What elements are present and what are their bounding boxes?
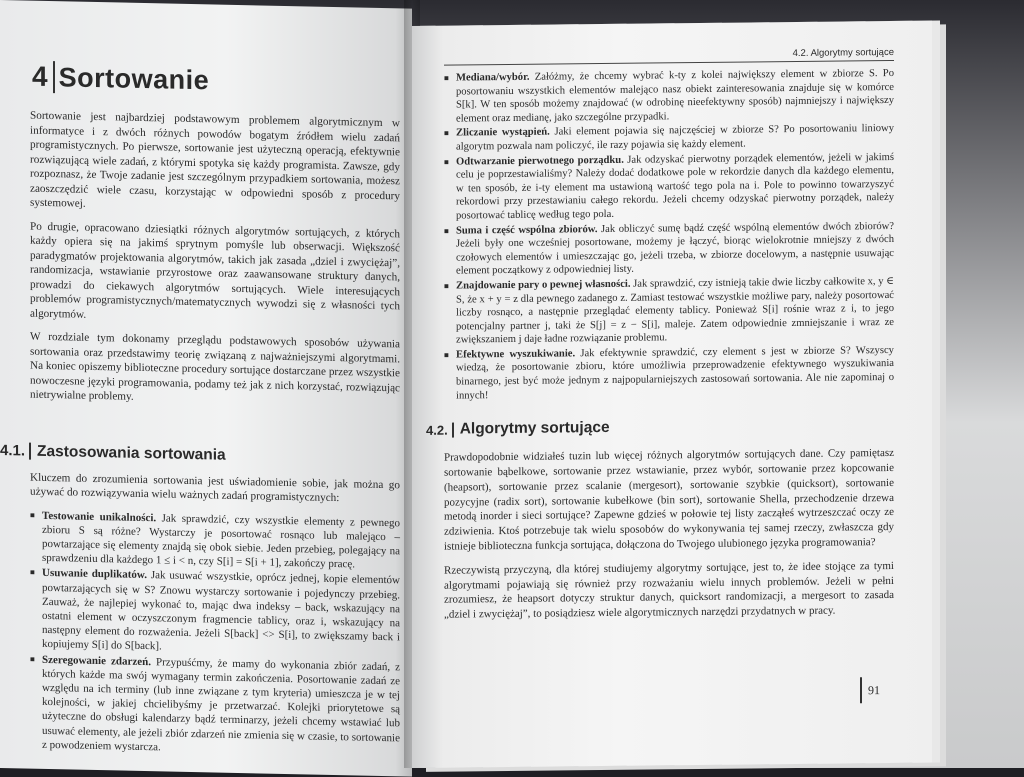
list-item-lead: Znajdowanie pary o pewnej własności. [456, 278, 631, 292]
list-item-lead: Odtwarzanie pierwotnego porządku. [456, 154, 624, 168]
chapter-heading [32, 61, 400, 101]
list-item [444, 344, 894, 403]
list-item-text: Jaki element pojawia się najczęściej w zbiorze S? Po posortowaniu liniowy algorytm pozwala nam policzyć, ile razy pojawia się każdy element. [456, 123, 895, 153]
list-item [30, 508, 400, 573]
list-item [444, 219, 894, 278]
list-item [444, 122, 894, 154]
chapter-number: 4 [32, 61, 55, 93]
section-title-2: Algorytmy sortujące [459, 419, 610, 438]
list-item-text: Przypuśćmy, że mamy do wykonania zbiór zadań, z których każde ma swój wymagany termin zakończenia. Posortowanie zadań ze względu na ich terminy (lub inne związane z tym kryteria) umieszcza je w tej kolejności, w jakiej chcielibyśmy je przetwarzać. Kolejki priorytetowe są użyteczne do obsługi kalendarzy bądź terminarzy, jeżeli chcemy wstawiać lub usuwać elementy, ale jeżeli zbiór zdarzeń nie zmienia się w czasie, to sortowanie z powodzeniem wystarcza. [42, 655, 401, 754]
left-page [0, 0, 412, 777]
list-item-lead: Suma i część wspólna zbiorów. [456, 223, 598, 237]
list-item [444, 275, 894, 348]
section-title: Zastosowania sortowania [37, 442, 226, 464]
section-number-2: 4.2. [426, 422, 454, 437]
list-item-text: Jak sprawdzić, czy wszystkie elementy z pewnego zbioru S są różne? Wystarczy je posortować rosnąco lub malejąco – powtarzające się elementy znajdą się obok siebie. Jeden przebieg, polegający na sprawdzeniu dla każdego 1 ≤ i < n, czy S[i] = S[i + 1], zakończy pracę. [42, 511, 400, 571]
section-heading-2 [426, 416, 894, 439]
section-heading [0, 442, 400, 468]
section-intro: Kluczem do zrozumienia sortowania jest uświadomienie sobie, jak można go używać do rozwiązywania wielu ważnych zadań programistycznych: [30, 471, 400, 505]
list-item-text: Jak efektywnie sprawdzić, czy element s jest w zbiorze S? Wszyscy wiedzą, że posortowanie zbioru, które umożliwia przeprowadzenie efektywnego wyszukiwania binarnego, jest być może jednym z najpopularniejszych zastosowań sortowania. Ale nie zapominaj o innych! [456, 344, 894, 402]
list-item-lead: Testowanie unikalności. [42, 509, 157, 524]
chapter-title: Sortowanie [58, 61, 210, 95]
list-item-lead: Zliczanie wystąpień. [456, 126, 550, 139]
running-head: 4.2. Algorytmy sortujące [444, 47, 894, 66]
body-paragraph-2: Rzeczywistą przyczyną, dla której studiujemy algorytmy sortujące, jest to, że idee stojące za tymi algorytmami pojawiają się również przy rozważaniu wielu innych problemów. Jeżeli w pełni zrozumiesz, że heapsort dotyczy struktur danych, quicksort randomizacji, a mergesort to zasada „dziel i zwyciężaj”, to posiądziesz wiele algorytmicznych narzędzi przydatnych w pracy. [444, 559, 894, 621]
list-item-text: Jak usuwać wszystkie, oprócz jednej, kopie elementów powtarzających się w S? Znowu wystarczy sortowanie i pojedynczy przebieg. Zauważ, że najlepiej wykonać to, mając dwa indeksy – back, wskazujący na ostatni element w oczyszczonym fragmencie tablicy, oraz i, wskazujący na następny element do rozważenia. Jeżeli S[back] <> S[i], to zwiększamy back i kopiujemy S[i] do S[back]. [42, 569, 400, 653]
list-item [444, 151, 894, 224]
list-item-lead: Efektywne wyszukiwanie. [456, 348, 576, 361]
page-number: 91 [860, 677, 880, 703]
list-item-text: Jak obliczyć sumę bądź część wspólną elementów dwóch zbiorów? Jeżeli były one wcześniej posortowane, możemy je łączyć, biorąc wielokrotnie mniejszy z dwóch czołowych elementów i umieszczając go, jeżeli trzeba, w zbiorze docelowym, a następnie usuwając element początkowy z odpowiedniej listy. [456, 220, 895, 277]
right-page [412, 21, 932, 768]
list-item-text: Załóżmy, że chcemy wybrać k-ty z kolei największy element w zbiorze S. Po posortowaniu wszystkich elementów malejąco nasz obiekt zainteresowania znajduje się w komórce S[k]. W ten sposób możemy znajdować (w odrobinę nieefektywny sposób) najmniejszy i największy element oraz medianę, jako szczególne przypadki. [456, 67, 894, 125]
body-paragraph-1: Prawdopodobnie widziałeś tuzin lub więcej różnych algorytmów sortujących dane. Czy pamiętasz sortowanie bąbelkowe, sortowanie przez wstawianie, przez wybór, sortowanie przez kopcowanie (heapsort), sortowanie przez scalanie (mergesort), sortowanie szybkie (quicksort), sortowanie pozycyjne (radix sort), sortowanie kubełkowe (bin sort), sortowanie Shella, przechodzenie drzewa metodą inorder i sieci sortujące? Zapewne gdzieś w połowie tej listy zacząłeś wytrzeszczać oczy ze zdziwienia. Ktoś potrzebuje tak wielu sposobów do wykonywania tej samej rzeczy, zwłaszcza gdy istnieje biblioteczna funkcja sortująca, dołączona do Twojego ulubionego języka programowania? [444, 447, 894, 553]
list-item [444, 67, 894, 126]
intro-paragraph-3: W rozdziale tym dokonamy przeglądu podstawowych sposobów używania sortowania oraz przedstawimy teorię związaną z najważniejszymi algorytmami. Na koniec opiszemy biblioteczne procedury sortujące dostarczane przez wszystkie nowoczesne języki programowania, podamy też jak z nich korzystać, rozwiązując nietrywialne problemy. [30, 330, 400, 403]
list-item-text: Jak sprawdzić, czy istnieją takie dwie liczby całkowite x, y ∈ S, że x + y = z dla pewnego zadanego z. Zamiast testować wszystkie możliwe pary, należy posortować liczby rosnąco, a następnie przeglądać elementy tablicy. Ponieważ S[i] rośnie wraz z i, to jego potencjalny partner j, taki że S[j] = z − S[i], maleje. Zatem odpowiednie zmniejszanie i wraz ze zwiększaniem j daje ładne rozwiązanie problemu. [456, 275, 895, 346]
section-number: 4.1. [0, 442, 31, 460]
list-item-lead: Usuwanie duplikatów. [42, 567, 148, 582]
applications-list-continued [444, 67, 894, 403]
list-item-lead: Mediana/wybór. [456, 71, 530, 84]
list-item-lead: Szeregowanie zdarzeń. [42, 653, 151, 668]
intro-paragraph-2: Po drugie, opracowano dziesiątki różnych algorytmów sortujących, z których każdy opiera się na jakimś sprytnym pomyśle lub obserwacji. Większość paradygmatów projektowania algorytmów, takich jak zasada „dziel i zwyciężaj”, randomizacja, wstawianie przyrostowe oraz zaawansowane struktury danych, prowadzi do ciekawych algorytmów sortujących. Wiele interesujących problemów programistycznych/matematycznych wywodzi się z własności tych algorytmów. [30, 220, 400, 321]
intro-paragraph-1: Sortowanie jest najbardziej podstawowym problemem algorytmicznym w informatyce i z dwóch różnych powodów bogatym źródłem wielu zadań programistycznych. Po pierwsze, sortowanie jest użyteczną operacją, efektywnie rozwiązującą wiele zadań, z którymi spotyka się każdy programista. Zawsze, gdy rozpoznasz, że Twoje zadanie jest szczególnym przypadkiem sortowania, możesz zaoszczędzić wiele czasu, korzystając w odpowiedni sposób z procedury systemowej. [30, 109, 400, 210]
list-item-text: Jak odzyskać pierwotny porządek elementów, jeżeli w jakimś celu je poprzestawialiśmy? Należy dodać dodatkowe pole w rekordzie danych dla każdego elementu, w ten sposób, że i-ty element ma ustawioną wartość tego pola na i. Pole to powinno towarzyszyć rekordowi przy przestawianiu całego rekordu. Jeżeli chcemy odzyskać pierwotny porządek, należy posortować tablicę według tego pola. [456, 151, 894, 222]
list-item [30, 566, 400, 659]
applications-list [30, 508, 400, 759]
list-item [30, 652, 400, 759]
